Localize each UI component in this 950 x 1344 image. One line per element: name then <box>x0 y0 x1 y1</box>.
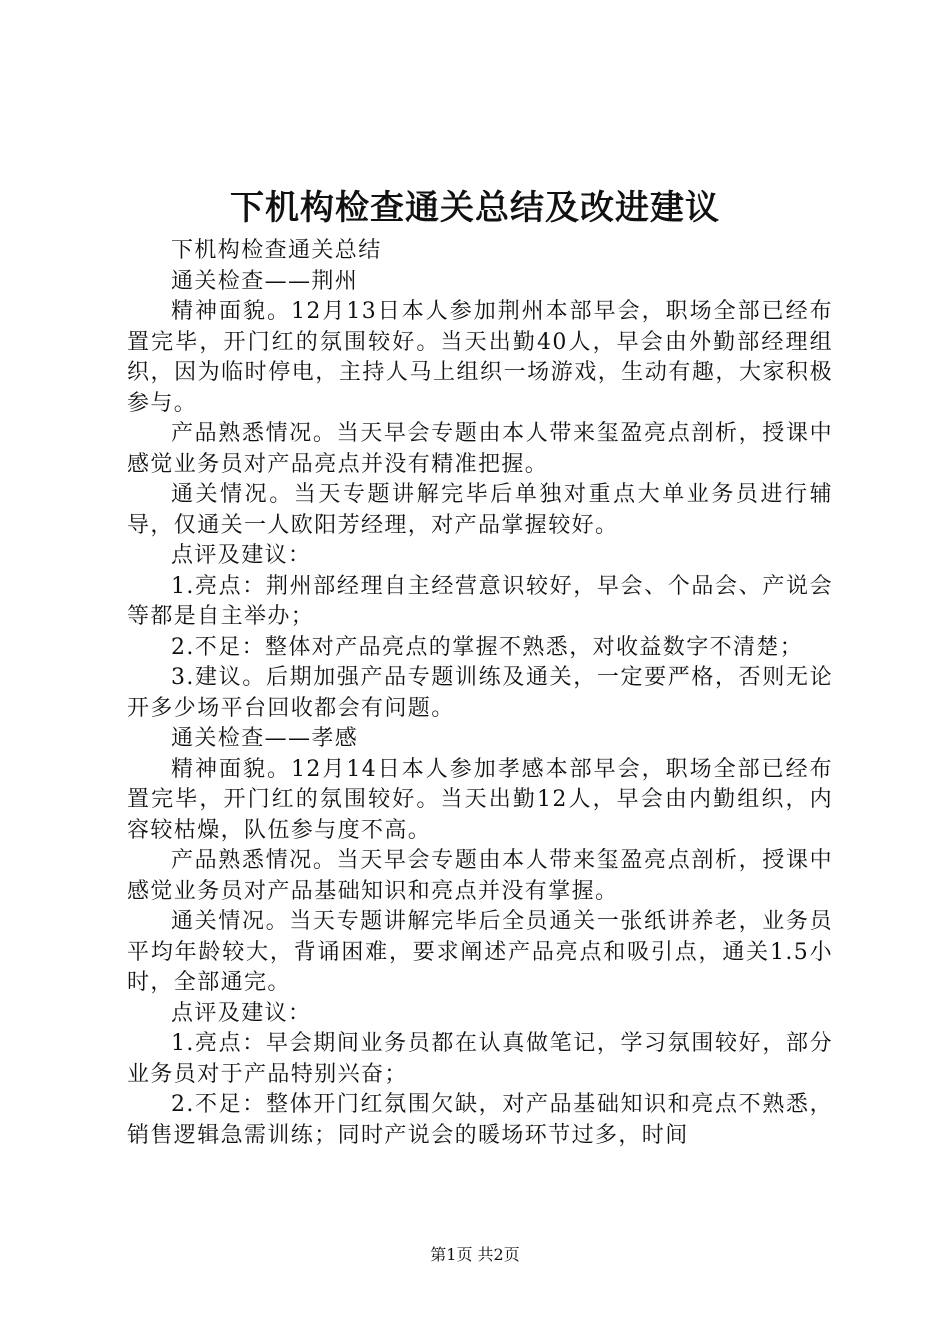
paragraph: 2.不足：整体开门红氛围欠缺，对产品基础知识和亮点不熟悉，销售逻辑急需训练；同时产说会的暖场环节过多，时间 <box>127 1092 833 1148</box>
paragraph: 点评及建议： <box>171 543 312 568</box>
paragraph: 通关检查——孝感 <box>171 726 359 751</box>
paragraph: 精神面貌。12月14日本人参加孝感本部早会，职场全部已经布置完毕，开门红的氛围较好。当天出勤12人，早会由内勤组织，内容较枯燥，队伍参与度不高。 <box>127 756 833 843</box>
paragraph: 点评及建议： <box>171 1000 312 1026</box>
paragraph: 3.建议。后期加强产品专题训练及通关，一定要严格，否则无论开多少场平台回收都会有问题。 <box>127 665 833 721</box>
page-number-footer: 第1页 共2页 <box>430 1245 520 1264</box>
document-body <box>127 236 833 1151</box>
paragraph: 1.亮点：早会期间业务员都在认真做笔记，学习氛围较好，部分业务员对于产品特别兴奋； <box>127 1031 833 1087</box>
paragraph: 产品熟悉情况。当天早会专题由本人带来玺盈亮点剖析，授课中感觉业务员对产品基础知识和亮点并没有掌握。 <box>127 848 833 904</box>
paragraph: 通关情况。当天专题讲解完毕后单独对重点大单业务员进行辅导，仅通关一人欧阳芳经理，对产品掌握较好。 <box>127 482 833 538</box>
paragraph: 通关检查——荆州 <box>171 268 359 294</box>
paragraph: 产品熟悉情况。当天早会专题由本人带来玺盈亮点剖析，授课中感觉业务员对产品亮点并没有精准把握。 <box>127 421 833 477</box>
paragraph: 2.不足：整体对产品亮点的掌握不熟悉，对收益数字不清楚； <box>171 634 804 660</box>
document-title: 下机构检查通关总结及改进建议 <box>230 188 720 228</box>
paragraph: 精神面貌。12月13日本人参加荆州本部早会，职场全部已经布置完毕，开门红的氛围较好。当天出勤40人，早会由外勤部经理组织，因为临时停电，主持人马上组织一场游戏，生动有趣，大家积极参与。 <box>127 299 833 416</box>
paragraph: 下机构检查通关总结 <box>171 238 382 263</box>
paragraph: 通关情况。当天专题讲解完毕后全员通关一张纸讲养老，业务员平均年龄较大，背诵困难，要求阐述产品亮点和吸引点，通关1.5小时，全部通完。 <box>127 909 833 995</box>
paragraph: 1.亮点：荆州部经理自主经营意识较好，早会、个品会、产说会等都是自主举办； <box>127 573 833 629</box>
